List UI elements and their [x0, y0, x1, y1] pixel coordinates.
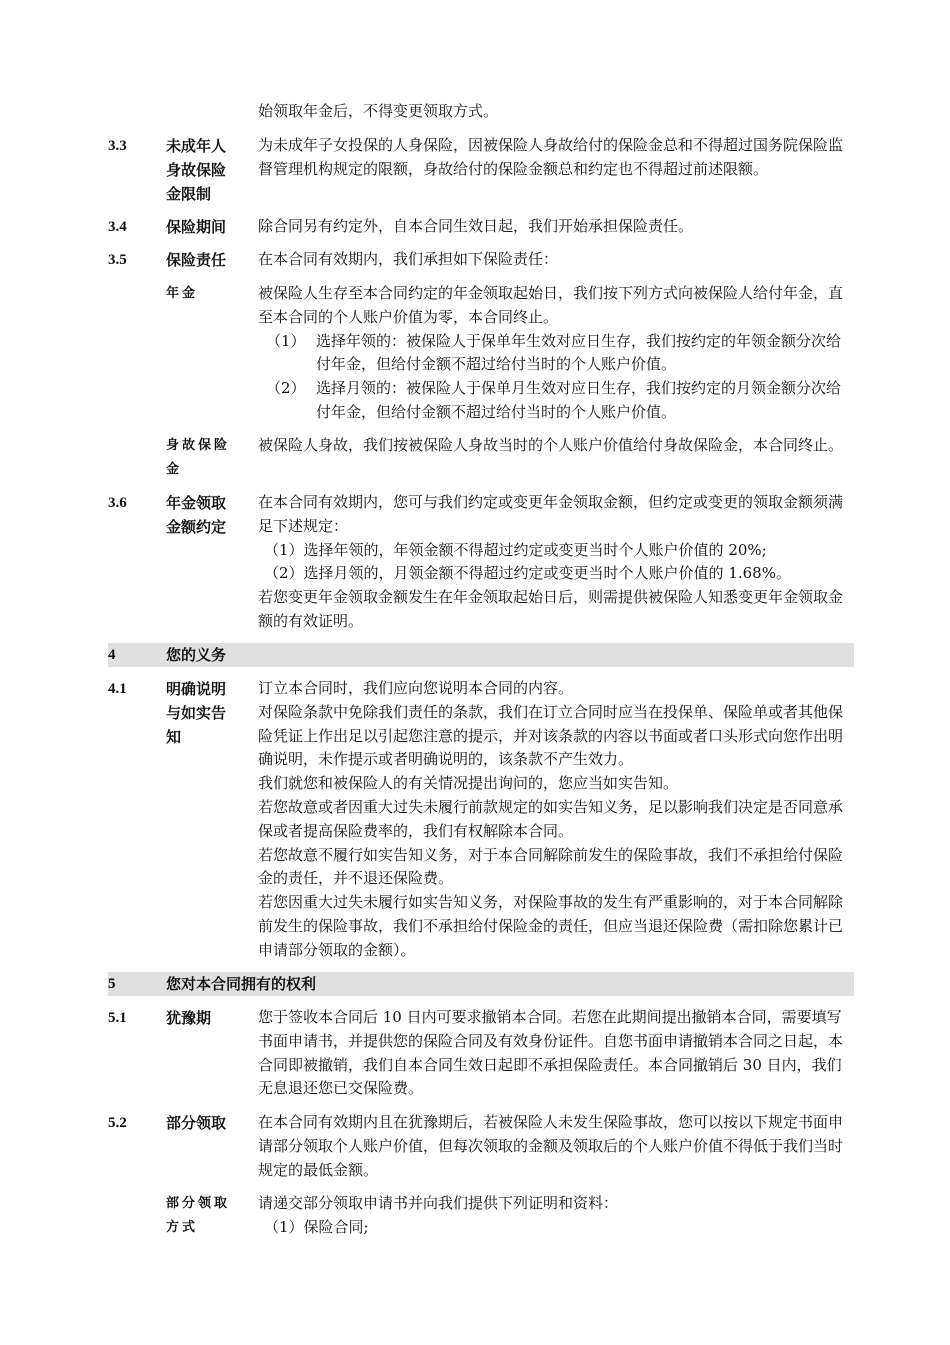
section-number: 3.4: [108, 219, 127, 235]
chapter-heading: 您对本合同拥有的权利: [166, 975, 317, 993]
subsection-body: 请递交部分领取申请书并向我们提供下列证明和资料：: [258, 1194, 619, 1212]
paragraph: 订立本合同时，我们应向您说明本合同的内容。: [258, 679, 574, 697]
subsection-heading: 身故保险金: [166, 438, 231, 477]
list-marker: （1）: [266, 331, 306, 350]
section-heading: 未成年人身故保险金限制: [166, 137, 227, 203]
list-marker: （2）: [266, 379, 306, 398]
chapter-number: 5: [108, 976, 116, 992]
chapter-bar-5: [108, 972, 854, 996]
section-body: 为未成年子女投保的人身保险，因被保险人身故给付的保险金总和不得超过国务院保险监督管理机构规定的限额，身故给付的保险金额总和约定也不得超过前述限额。: [258, 136, 844, 178]
section-heading: 年金领取金额约定: [166, 494, 227, 536]
section-number: 4.1: [108, 681, 127, 697]
paragraph: 若您故意不履行如实告知义务，对于本合同解除前发生的保险事故，我们不承担给付保险金的责任，并不退还保险费。: [258, 845, 844, 888]
subsection-heading: 年金: [166, 286, 199, 301]
list-text: 选择月领的：被保险人于保单月生效对应日生存，我们按约定的月领金额分次给付年金，但给付金额不超过给付当时的个人账户价值。: [316, 379, 842, 421]
subsection-body: 被保险人身故，我们按被保险人身故当时的个人账户价值给付身故保险金，本合同终止。: [258, 436, 844, 454]
subsection-heading: 部分领取方式: [166, 1196, 231, 1235]
section-heading: 保险责任: [166, 251, 227, 269]
section-number: 5.1: [108, 1010, 127, 1026]
subsection-body: 被保险人生存至本合同约定的年金领取起始日，我们按下列方式向被保险人给付年金，直至本合同的个人账户价值为零，本合同终止。: [258, 284, 844, 326]
rule-line-2: （2）选择月领的，月领金额不得超过约定或变更当时个人账户价值的 1.68%。: [264, 564, 791, 583]
chapter-heading: 您的义务: [166, 646, 227, 664]
section-number: 3.3: [108, 138, 127, 154]
section-number: 3.6: [108, 495, 127, 511]
paragraph: 我们就您和被保险人的有关情况提出询问的，您应当如实告知。: [258, 774, 679, 793]
rule-line-1: （1）选择年领的，年领金额不得超过约定或变更当时个人账户价值的 20%;: [264, 540, 767, 559]
section-heading: 明确说明与如实告知: [166, 680, 227, 746]
section-heading: 部分领取: [166, 1114, 227, 1132]
chapter-number: 4: [108, 647, 116, 663]
section-body: 在本合同有效期内，您可与我们约定或变更年金领取金额，但约定或变更的领取金额须满足下述规定：: [258, 493, 844, 535]
list-text: 选择年领的：被保险人于保单年生效对应日生存，我们按约定的年领金额分次给付年金，但给付金额不超过给付当时的个人账户价值。: [316, 331, 842, 374]
list-item: [258, 330, 854, 378]
section-tail: 若您变更年金领取金额发生在年金领取起始日后，则需提供被保险人知悉变更年金领取金额的有效证明。: [258, 588, 844, 630]
section-heading: 犹豫期: [166, 1009, 212, 1027]
section-body: 除合同另有约定外，自本合同生效日起，我们开始承担保险责任。: [258, 217, 694, 235]
section-body: 您于签收本合同后 10 日内可要求撤销本合同。若您在此期间提出撤销本合同，需要填写书面申请书，并提供您的保险合同及有效身份证件。自您书面申请撤销本合同之日起，本合同即被撤销，我们自本合同生效日起即不承担保险责任。本合同撤销后 30 日内，我们无息退还您已交保险费。: [258, 1008, 844, 1098]
paragraph: 若您故意或者因重大过失未履行前款规定的如实告知义务，足以影响我们决定是否同意承保或者提高保险费率的，我们有权解除本合同。: [258, 797, 844, 840]
requirement-line-1: （1）保险合同;: [264, 1217, 369, 1236]
continued-text: 始领取年金后，不得变更领取方式。: [258, 102, 499, 120]
paragraph: 对保险条款中免除我们责任的条款，我们在订立合同时应当在投保单、保险单或者其他保险凭证上作出足以引起您注意的提示，并对该条款的内容以书面或者口头形式向您作出明确说明，未作提示或者明确说明的，该条款不产生效力。: [258, 702, 844, 769]
section-body: 在本合同有效期内且在犹豫期后，若被保险人未发生保险事故，您可以按以下规定书面申请部分领取个人账户价值，但每次领取的金额及领取后的个人账户价值不得低于我们当时规定的最低金额。: [258, 1113, 844, 1179]
chapter-bar-4: [108, 643, 854, 667]
section-body: 在本合同有效期内，我们承担如下保险责任：: [258, 250, 559, 268]
list-item: [258, 377, 854, 425]
section-heading: 保险期间: [166, 218, 227, 236]
section-number: 3.5: [108, 252, 127, 268]
paragraph: 若您因重大过失未履行如实告知义务，对保险事故的发生有严重影响的，对于本合同解除前发生的保险事故，我们不承担给付保险金的责任，但应当退还保险费（需扣除您累计已申请部分领取的金额）。: [258, 893, 844, 959]
section-number: 5.2: [108, 1115, 127, 1131]
